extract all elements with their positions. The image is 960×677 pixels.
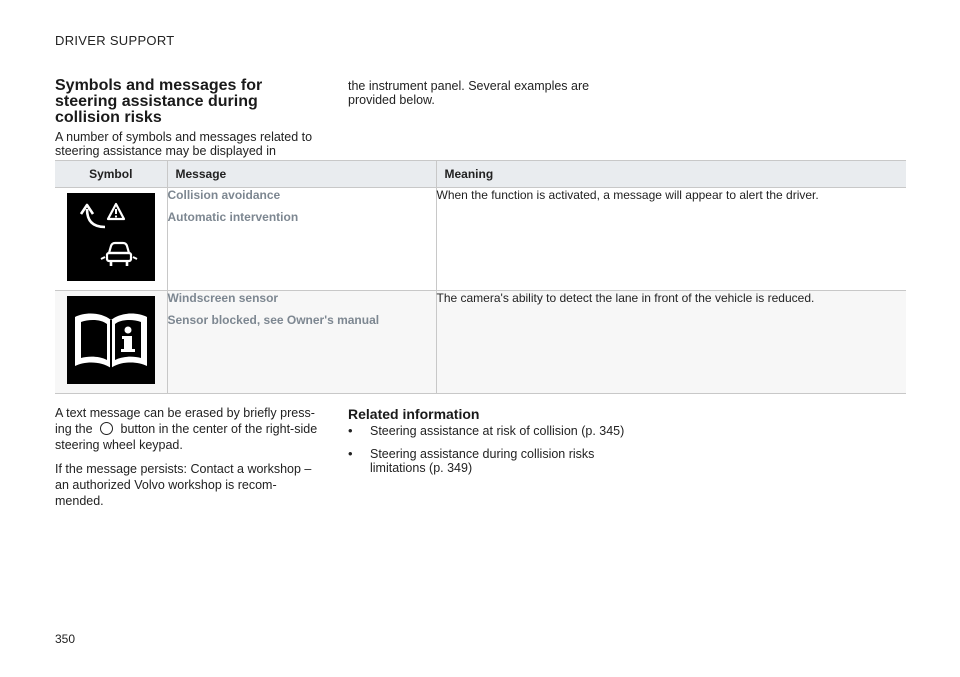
page-heading: Symbols and messages for steering assistance during collision risks [55, 77, 263, 126]
meaning-cell: The camera's ability to detect the lane in front of the vehicle is reduced. [436, 291, 906, 394]
section-header: DRIVER SUPPORT [55, 33, 175, 48]
symbol-cell [55, 291, 167, 394]
symbols-table [55, 160, 906, 394]
erase-text-start: A text message can be erased by briefly press-ing the [55, 406, 315, 436]
message-line: Sensor blocked, see Owner's manual [167, 313, 380, 327]
message-line: Collision avoidance [167, 188, 281, 202]
notes-column [55, 405, 325, 517]
related-information [348, 406, 628, 484]
erase-text-end: button in the center of the right-side steering wheel keypad. [55, 422, 318, 452]
intro-text-continued: the instrument panel. Several examples are provided below. [348, 79, 590, 107]
table-row [55, 291, 906, 394]
related-link-collision-risk[interactable]: • Steering assistance at risk of collision (p. 345) [348, 424, 628, 438]
steering-wheel-button-icon [100, 422, 113, 435]
owners-manual-info-icon [67, 296, 155, 384]
related-list [348, 424, 628, 475]
intro-left-column [55, 78, 327, 158]
table-header-row [55, 161, 906, 188]
message-cell [167, 188, 436, 291]
symbol-cell [55, 188, 167, 291]
collision-avoidance-icon [67, 193, 155, 281]
message-line: Automatic intervention [167, 210, 299, 224]
message-line: Windscreen sensor [167, 291, 279, 305]
related-title: Related information [348, 406, 480, 422]
meaning-cell: When the function is activated, a message will appear to alert the driver. [436, 188, 906, 291]
related-link-limitations[interactable]: • Steering assistance during collision risks limitations (p. 349) [348, 447, 628, 475]
column-header-meaning: Meaning [436, 161, 906, 188]
erase-instruction [55, 405, 325, 453]
message-cell [167, 291, 436, 394]
persist-note: If the message persists: Contact a workshop – an authorized Volvo workshop is recom-mended. [55, 462, 312, 508]
column-header-message: Message [167, 161, 436, 188]
column-header-symbol: Symbol [55, 161, 167, 188]
page-number: 350 [55, 632, 76, 646]
intro-text: A number of symbols and messages related to steering assistance may be displayed in [55, 130, 313, 158]
table-row [55, 188, 906, 291]
